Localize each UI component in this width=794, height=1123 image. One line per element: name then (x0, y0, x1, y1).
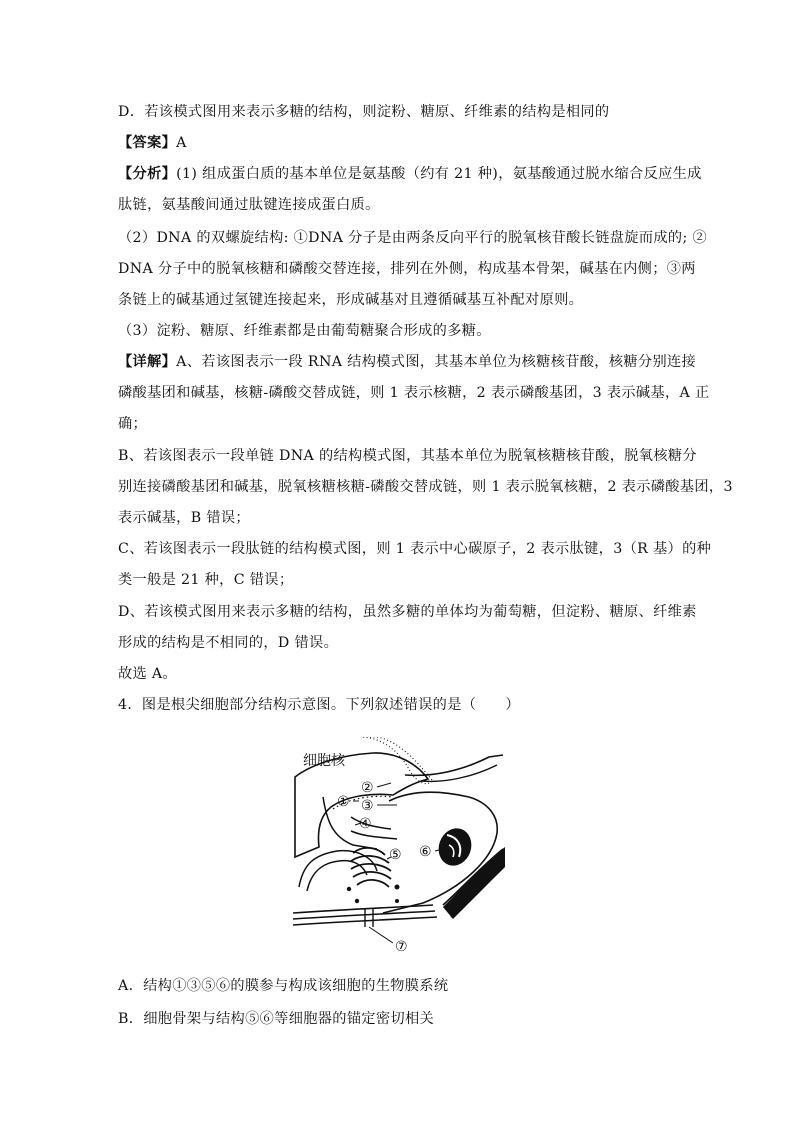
cell-diagram (293, 737, 505, 959)
detail-conclusion: 故选 A。 (118, 666, 178, 682)
analysis-line-1 (118, 164, 718, 184)
q4-option-b: B．细胞骨架与结构⑤⑥等细胞器的锚定密切相关 (118, 1011, 435, 1027)
analysis-line-5: 条链上的碱基通过氢键连接起来，形成碱基对且遵循碱基互补配对原则。 (118, 292, 584, 308)
analysis-line-4: DNA 分子中的脱氧核糖和磷酸交替连接，排列在外侧，构成基本骨架，碱基在内侧；③两 (118, 261, 696, 277)
vesicle (355, 899, 359, 903)
answer-line (118, 133, 718, 153)
question-4-stem: 4．图是根尖细胞部分结构示意图。下列叙述错误的是（ ） (118, 697, 520, 713)
svg-text:③: ③ (361, 798, 374, 814)
svg-text:②: ② (361, 780, 374, 796)
marker-4 (355, 816, 372, 832)
nucleus-label: 细胞核 (303, 753, 345, 769)
svg-text:④: ④ (359, 816, 372, 832)
vesicle (347, 887, 351, 891)
upper-membrane-2 (421, 765, 497, 781)
golgi-apparatus (351, 848, 391, 887)
detail-line-10: 形成的结构是不相同的，D 错误。 (118, 635, 339, 651)
detail-line-7: C、若该图表示一段肽链的结构模式图，则 1 表示中心碳原子，2 表示肽键，3（R 基）的种 (118, 541, 712, 557)
analysis-tag: 【分析】 (118, 166, 177, 182)
detail-line-9: D、若该模式图用来表示多糖的结构，虽然多糖的单体均为葡萄糖，但淀粉、糖原、纤维素 (118, 604, 697, 620)
mitochondrion (433, 824, 476, 871)
detail-tag: 【详解】 (118, 354, 177, 370)
marker-7 (369, 927, 408, 955)
detail-line-8: 类一般是 21 种，C 错误； (118, 572, 294, 588)
vesicle (395, 885, 400, 890)
answer-value: A (176, 135, 187, 151)
svg-text:①: ① (337, 794, 350, 810)
svg-text:⑥: ⑥ (419, 844, 432, 860)
svg-text:⑤: ⑤ (389, 847, 402, 863)
svg-text:⑦: ⑦ (395, 939, 408, 955)
analysis-line-3: （2）DNA 的双螺旋结构: ①DNA 分子是由两条反向平行的脱氧核苷酸长链盘旋而成的; ② (118, 230, 707, 246)
answer-tag: 【答案】 (118, 135, 177, 151)
analysis-line-6: （3）淀粉、糖原、纤维素都是由葡萄糖聚合形成的多糖。 (118, 323, 491, 339)
q4-option-a: A．结构①③⑤⑥的膜参与构成该细胞的生物膜系统 (118, 978, 449, 994)
cell-structure-figure (293, 737, 505, 959)
detail-line-6: 表示碱基，B 错误； (118, 510, 250, 526)
detail-line-1 (118, 352, 718, 372)
detail-text: A、若该图表示一段 RNA 结构模式图，其基本单位为核糖核苷酸，核糖分别连接 (176, 354, 697, 370)
marker-5 (387, 847, 402, 863)
plasmodesma (365, 909, 373, 927)
analysis-text: (1) 组成蛋白质的基本单位是氨基酸（约有 21 种)，氨基酸通过脱水缩合反应生成 (176, 166, 702, 182)
q3-option-d: D．若该模式图用来表示多糖的结构，则淀粉、糖原、纤维素的结构是相同的 (118, 104, 610, 120)
detail-line-5: 别连接磷酸基团和碱基，脱氧核糖核糖-磷酸交替成链，则 1 表示脱氧核糖，2 表示磷酸基团，3 (118, 479, 733, 495)
er-strand-3 (351, 831, 397, 839)
detail-line-4: B、若该图表示一段单链 DNA 的结构模式图，其基本单位为脱氧核糖核苷酸，脱氧核糖分 (118, 448, 697, 464)
vesicle (395, 899, 399, 903)
detail-line-3: 确； (118, 416, 148, 432)
detail-line-2: 磷酸基团和碱基，核糖-磷酸交替成链，则 1 表示核糖，2 表示磷酸基团，3 表示碱基，A 正 (118, 385, 710, 401)
analysis-line-2: 肽链，氨基酸间通过肽键连接成蛋白质。 (118, 197, 380, 213)
